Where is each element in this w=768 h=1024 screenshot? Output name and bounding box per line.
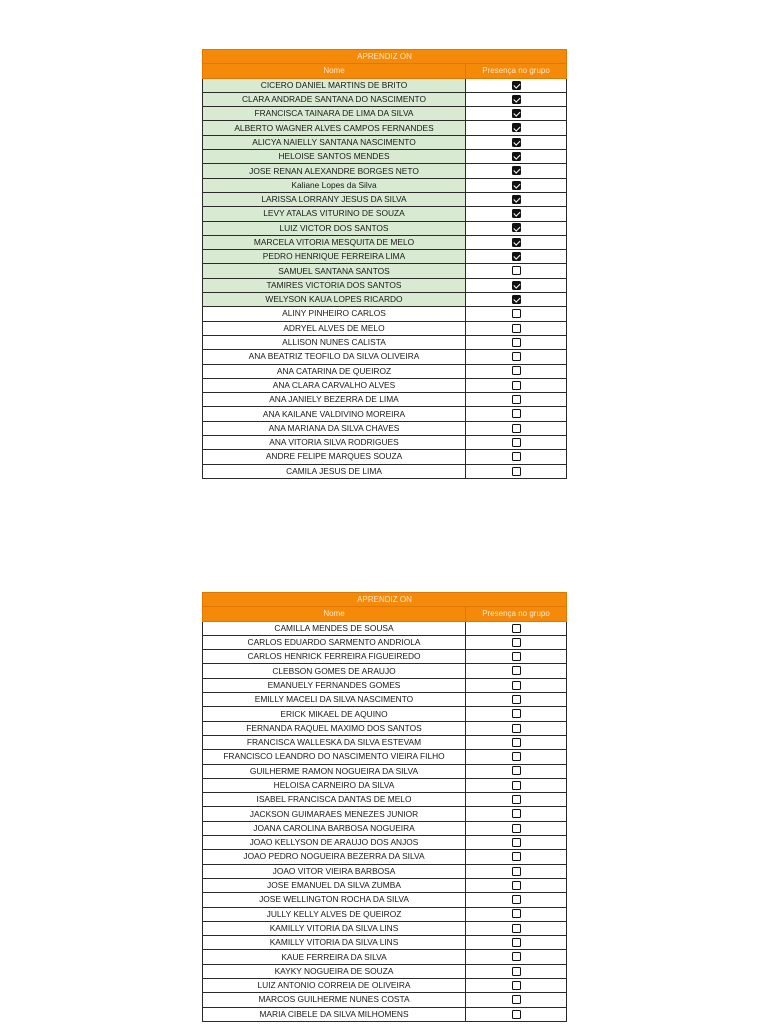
- presence-cell: [466, 893, 567, 907]
- student-name-cell: TAMIRES VICTORIA DOS SANTOS: [203, 278, 466, 292]
- checked-checkbox[interactable]: [512, 152, 521, 161]
- student-name-cell: CICERO DANIEL MARTINS DE BRITO: [203, 78, 466, 92]
- table-row: [203, 821, 567, 835]
- student-name-cell: CLEBSON GOMES DE ARAUJO: [203, 664, 466, 678]
- student-name-cell: MARCOS GUILHERME NUNES COSTA: [203, 993, 466, 1007]
- student-name-cell: JOAO PEDRO NOGUEIRA BEZERRA DA SILVA: [203, 850, 466, 864]
- column-header-presence: Presença no grupo: [466, 64, 567, 78]
- presence-cell: [466, 121, 567, 135]
- student-name-cell: ANDRE FELIPE MARQUES SOUZA: [203, 450, 466, 464]
- table-row: [203, 878, 567, 892]
- unchecked-checkbox[interactable]: [512, 967, 521, 976]
- table-row: [203, 178, 567, 192]
- table-row: [203, 979, 567, 993]
- table-row: [203, 293, 567, 307]
- presence-cell: [466, 721, 567, 735]
- presence-cell: [466, 1007, 567, 1021]
- table-row: [203, 321, 567, 335]
- student-name-cell: FERNANDA RAQUEL MAXIMO DOS SANTOS: [203, 721, 466, 735]
- student-name-cell: HELOISE SANTOS MENDES: [203, 150, 466, 164]
- table-row: [203, 921, 567, 935]
- presence-cell: [466, 164, 567, 178]
- checked-checkbox[interactable]: [512, 123, 521, 132]
- student-name-cell: JULLY KELLY ALVES DE QUEIROZ: [203, 907, 466, 921]
- table-row: [203, 864, 567, 878]
- student-name-cell: LUIZ ANTONIO CORREIA DE OLIVEIRA: [203, 979, 466, 993]
- presence-cell: [466, 936, 567, 950]
- unchecked-checkbox[interactable]: [512, 995, 521, 1004]
- unchecked-checkbox[interactable]: [512, 981, 521, 990]
- presence-cell: [466, 907, 567, 921]
- unchecked-checkbox[interactable]: [512, 338, 521, 347]
- table-body: [203, 78, 567, 478]
- student-name-cell: ANA CLARA CARVALHO ALVES: [203, 378, 466, 392]
- unchecked-checkbox[interactable]: [512, 666, 521, 675]
- student-name-cell: JACKSON GUIMARAES MENEZES JUNIOR: [203, 807, 466, 821]
- student-name-cell: JOAO KELLYSON DE ARAUJO DOS ANJOS: [203, 836, 466, 850]
- presence-cell: [466, 221, 567, 235]
- column-header-name: Nome: [203, 607, 466, 621]
- table-row: [203, 664, 567, 678]
- table-row: [203, 221, 567, 235]
- presence-cell: [466, 878, 567, 892]
- unchecked-checkbox[interactable]: [512, 266, 521, 275]
- student-name-cell: ANA VITORIA SILVA RODRIGUES: [203, 436, 466, 450]
- student-name-cell: ISABEL FRANCISCA DANTAS DE MELO: [203, 793, 466, 807]
- student-name-cell: ALINY PINHEIRO CARLOS: [203, 307, 466, 321]
- presence-cell: [466, 178, 567, 192]
- presence-cell: [466, 278, 567, 292]
- student-name-cell: JOSE RENAN ALEXANDRE BORGES NETO: [203, 164, 466, 178]
- table-row: [203, 793, 567, 807]
- student-name-cell: HELOISA CARNEIRO DA SILVA: [203, 778, 466, 792]
- student-name-cell: ANA JANIELY BEZERRA DE LIMA: [203, 393, 466, 407]
- unchecked-checkbox[interactable]: [512, 652, 521, 661]
- unchecked-checkbox[interactable]: [512, 924, 521, 933]
- student-name-cell: CAMILLA MENDES DE SOUSA: [203, 621, 466, 635]
- table-row: [203, 450, 567, 464]
- table-row: [203, 250, 567, 264]
- checked-checkbox[interactable]: [512, 95, 521, 104]
- table-row: [203, 693, 567, 707]
- unchecked-checkbox[interactable]: [512, 881, 521, 890]
- presence-cell: [466, 650, 567, 664]
- table-title: APRENDIZ ON: [203, 593, 567, 607]
- presence-cell: [466, 350, 567, 364]
- presence-cell: [466, 993, 567, 1007]
- table-row: [203, 721, 567, 735]
- table-row: [203, 207, 567, 221]
- unchecked-checkbox[interactable]: [512, 766, 521, 775]
- unchecked-checkbox[interactable]: [512, 809, 521, 818]
- unchecked-checkbox[interactable]: [512, 695, 521, 704]
- table-row: [203, 850, 567, 864]
- presence-cell: [466, 436, 567, 450]
- presence-cell: [466, 707, 567, 721]
- unchecked-checkbox[interactable]: [512, 366, 521, 375]
- presence-cell: [466, 807, 567, 821]
- student-name-cell: ANA MARIANA DA SILVA CHAVES: [203, 421, 466, 435]
- presence-cell: [466, 107, 567, 121]
- presence-cell: [466, 950, 567, 964]
- table-row: [203, 192, 567, 206]
- presence-cell: [466, 335, 567, 349]
- presence-cell: [466, 764, 567, 778]
- table-row: [203, 107, 567, 121]
- presence-cell: [466, 793, 567, 807]
- table-row: [203, 635, 567, 649]
- student-name-cell: SAMUEL SANTANA SANTOS: [203, 264, 466, 278]
- student-name-cell: EMILLY MACELI DA SILVA NASCIMENTO: [203, 693, 466, 707]
- student-name-cell: LARISSA LORRANY JESUS DA SILVA: [203, 192, 466, 206]
- table-row: [203, 278, 567, 292]
- table-row: [203, 464, 567, 478]
- table-row: [203, 650, 567, 664]
- student-name-cell: PEDRO HENRIQUE FERREIRA LIMA: [203, 250, 466, 264]
- table-row: [203, 750, 567, 764]
- table-row: [203, 92, 567, 106]
- table-row: [203, 893, 567, 907]
- presence-cell: [466, 778, 567, 792]
- unchecked-checkbox[interactable]: [512, 709, 521, 718]
- presence-cell: [466, 864, 567, 878]
- student-name-cell: FRANCISCA WALLESKA DA SILVA ESTEVAM: [203, 735, 466, 749]
- table-row: [203, 421, 567, 435]
- student-name-cell: EMANUELY FERNANDES GOMES: [203, 678, 466, 692]
- student-name-cell: ERICK MIKAEL DE AQUINO: [203, 707, 466, 721]
- student-name-cell: ALBERTO WAGNER ALVES CAMPOS FERNANDES: [203, 121, 466, 135]
- student-name-cell: CAMILA JESUS DE LIMA: [203, 464, 466, 478]
- unchecked-checkbox[interactable]: [512, 795, 521, 804]
- student-name-cell: JOSE WELLINGTON ROCHA DA SILVA: [203, 893, 466, 907]
- unchecked-checkbox[interactable]: [512, 838, 521, 847]
- table-row: [203, 778, 567, 792]
- unchecked-checkbox[interactable]: [512, 438, 521, 447]
- presence-cell: [466, 150, 567, 164]
- student-name-cell: ANA BEATRIZ TEOFILO DA SILVA OLIVEIRA: [203, 350, 466, 364]
- presence-cell: [466, 735, 567, 749]
- student-name-cell: GUILHERME RAMON NOGUEIRA DA SILVA: [203, 764, 466, 778]
- unchecked-checkbox[interactable]: [512, 424, 521, 433]
- student-name-cell: FRANCISCA TAINARA DE LIMA DA SILVA: [203, 107, 466, 121]
- student-name-cell: WELYSON KAUA LOPES RICARDO: [203, 293, 466, 307]
- student-name-cell: Kaliane Lopes da Silva: [203, 178, 466, 192]
- unchecked-checkbox[interactable]: [512, 938, 521, 947]
- presence-cell: [466, 393, 567, 407]
- presence-cell: [466, 836, 567, 850]
- table-row: [203, 264, 567, 278]
- checked-checkbox[interactable]: [512, 209, 521, 218]
- presence-cell: [466, 92, 567, 106]
- presence-cell: [466, 407, 567, 421]
- presence-cell: [466, 307, 567, 321]
- student-name-cell: CARLOS EDUARDO SARMENTO ANDRIOLA: [203, 635, 466, 649]
- table-row: [203, 764, 567, 778]
- presence-cell: [466, 450, 567, 464]
- checked-checkbox[interactable]: [512, 223, 521, 232]
- table-row: [203, 707, 567, 721]
- presence-cell: [466, 378, 567, 392]
- presence-cell: [466, 321, 567, 335]
- checked-checkbox[interactable]: [512, 195, 521, 204]
- column-header-presence: Presença no grupo: [466, 607, 567, 621]
- unchecked-checkbox[interactable]: [512, 895, 521, 904]
- unchecked-checkbox[interactable]: [512, 395, 521, 404]
- table-body: [203, 621, 567, 1021]
- table-row: [203, 1007, 567, 1021]
- table-row: [203, 678, 567, 692]
- presence-cell: [466, 635, 567, 649]
- column-header-name: Nome: [203, 64, 466, 78]
- checked-checkbox[interactable]: [512, 238, 521, 247]
- table-row: [203, 993, 567, 1007]
- table-row: [203, 135, 567, 149]
- table-row: [203, 436, 567, 450]
- unchecked-checkbox[interactable]: [512, 452, 521, 461]
- presence-cell: [466, 621, 567, 635]
- unchecked-checkbox[interactable]: [512, 824, 521, 833]
- unchecked-checkbox[interactable]: [512, 309, 521, 318]
- student-name-cell: KAUE FERREIRA DA SILVA: [203, 950, 466, 964]
- unchecked-checkbox[interactable]: [512, 909, 521, 918]
- unchecked-checkbox[interactable]: [512, 624, 521, 633]
- unchecked-checkbox[interactable]: [512, 381, 521, 390]
- table-row: [203, 78, 567, 92]
- attendance-table: [202, 49, 567, 479]
- student-name-cell: ALICYA NAIELLY SANTANA NASCIMENTO: [203, 135, 466, 149]
- student-name-cell: MARIA CIBELE DA SILVA MILHOMENS: [203, 1007, 466, 1021]
- unchecked-checkbox[interactable]: [512, 738, 521, 747]
- table-row: [203, 836, 567, 850]
- student-name-cell: JOAO VITOR VIEIRA BARBOSA: [203, 864, 466, 878]
- unchecked-checkbox[interactable]: [512, 467, 521, 476]
- presence-cell: [466, 979, 567, 993]
- checked-checkbox[interactable]: [512, 81, 521, 90]
- presence-cell: [466, 192, 567, 206]
- table-row: [203, 950, 567, 964]
- unchecked-checkbox[interactable]: [512, 638, 521, 647]
- student-name-cell: ALLISON NUNES CALISTA: [203, 335, 466, 349]
- presence-cell: [466, 264, 567, 278]
- table-row: [203, 307, 567, 321]
- checked-checkbox[interactable]: [512, 109, 521, 118]
- attendance-table-2: [202, 592, 566, 1022]
- student-name-cell: MARCELA VITORIA MESQUITA DE MELO: [203, 235, 466, 249]
- unchecked-checkbox[interactable]: [512, 681, 521, 690]
- unchecked-checkbox[interactable]: [512, 1010, 521, 1019]
- table-row: [203, 621, 567, 635]
- presence-cell: [466, 207, 567, 221]
- table-row: [203, 936, 567, 950]
- unchecked-checkbox[interactable]: [512, 752, 521, 761]
- presence-cell: [466, 693, 567, 707]
- checked-checkbox[interactable]: [512, 166, 521, 175]
- student-name-cell: ANA CATARINA DE QUEIROZ: [203, 364, 466, 378]
- presence-cell: [466, 850, 567, 864]
- checked-checkbox[interactable]: [512, 295, 521, 304]
- student-name-cell: KAMILLY VITORIA DA SILVA LINS: [203, 921, 466, 935]
- unchecked-checkbox[interactable]: [512, 324, 521, 333]
- checked-checkbox[interactable]: [512, 181, 521, 190]
- student-name-cell: ANA KAILANE VALDIVINO MOREIRA: [203, 407, 466, 421]
- table-row: [203, 735, 567, 749]
- checked-checkbox[interactable]: [512, 138, 521, 147]
- table-row: [203, 235, 567, 249]
- presence-cell: [466, 135, 567, 149]
- table-row: [203, 964, 567, 978]
- unchecked-checkbox[interactable]: [512, 867, 521, 876]
- attendance-table: [202, 592, 567, 1022]
- table-row: [203, 335, 567, 349]
- table-title: APRENDIZ ON: [203, 50, 567, 64]
- student-name-cell: ADRYEL ALVES DE MELO: [203, 321, 466, 335]
- checked-checkbox[interactable]: [512, 281, 521, 290]
- table-row: [203, 350, 567, 364]
- presence-cell: [466, 750, 567, 764]
- checked-checkbox[interactable]: [512, 252, 521, 261]
- unchecked-checkbox[interactable]: [512, 352, 521, 361]
- unchecked-checkbox[interactable]: [512, 409, 521, 418]
- student-name-cell: JOANA CAROLINA BARBOSA NOGUEIRA: [203, 821, 466, 835]
- presence-cell: [466, 964, 567, 978]
- student-name-cell: CARLOS HENRICK FERREIRA FIGUEIREDO: [203, 650, 466, 664]
- student-name-cell: FRANCISCO LEANDRO DO NASCIMENTO VIEIRA FILHO: [203, 750, 466, 764]
- table-row: [203, 150, 567, 164]
- student-name-cell: KAYKY NOGUEIRA DE SOUZA: [203, 964, 466, 978]
- table-row: [203, 378, 567, 392]
- table-row: [203, 393, 567, 407]
- table-row: [203, 164, 567, 178]
- presence-cell: [466, 921, 567, 935]
- student-name-cell: CLARA ANDRADE SANTANA DO NASCIMENTO: [203, 92, 466, 106]
- presence-cell: [466, 293, 567, 307]
- presence-cell: [466, 821, 567, 835]
- presence-cell: [466, 678, 567, 692]
- unchecked-checkbox[interactable]: [512, 852, 521, 861]
- unchecked-checkbox[interactable]: [512, 724, 521, 733]
- table-row: [203, 907, 567, 921]
- presence-cell: [466, 78, 567, 92]
- presence-cell: [466, 235, 567, 249]
- student-name-cell: KAMILLY VITORIA DA SILVA LINS: [203, 936, 466, 950]
- unchecked-checkbox[interactable]: [512, 952, 521, 961]
- student-name-cell: LEVY ATALAS VITURINO DE SOUZA: [203, 207, 466, 221]
- presence-cell: [466, 421, 567, 435]
- presence-cell: [466, 664, 567, 678]
- presence-cell: [466, 464, 567, 478]
- table-row: [203, 364, 567, 378]
- table-row: [203, 407, 567, 421]
- unchecked-checkbox[interactable]: [512, 781, 521, 790]
- student-name-cell: LUIZ VICTOR DOS SANTOS: [203, 221, 466, 235]
- presence-cell: [466, 250, 567, 264]
- attendance-table-1: [202, 49, 566, 479]
- table-row: [203, 807, 567, 821]
- student-name-cell: JOSE EMANUEL DA SILVA ZUMBA: [203, 878, 466, 892]
- table-row: [203, 121, 567, 135]
- presence-cell: [466, 364, 567, 378]
